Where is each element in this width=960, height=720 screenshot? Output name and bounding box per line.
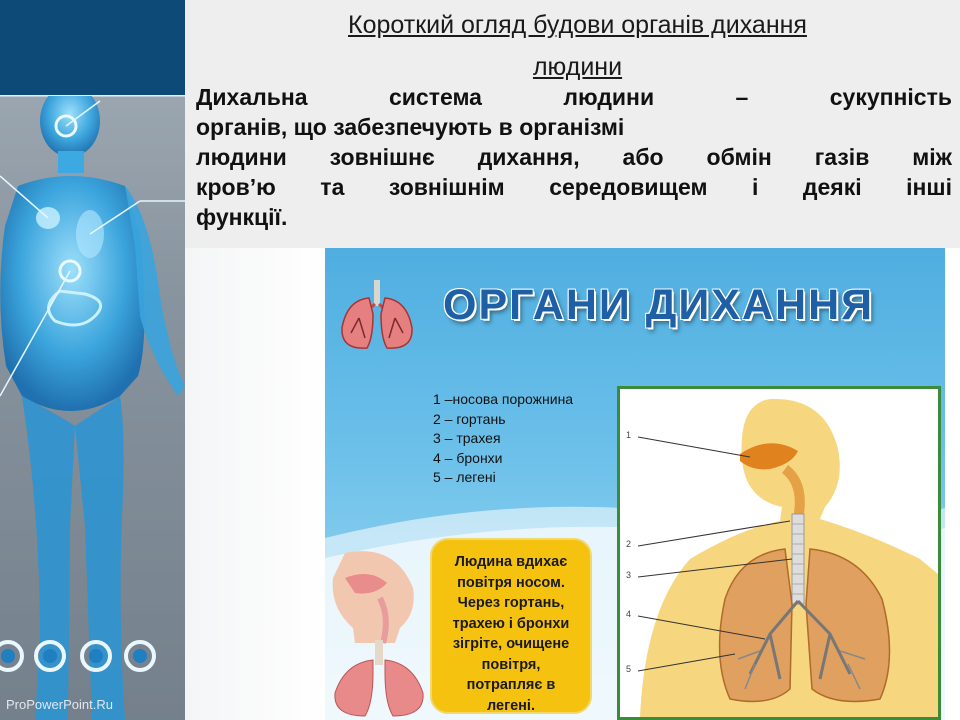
background-strip [185, 248, 325, 720]
note-line: зігріте, очищене [452, 636, 570, 652]
paragraph-line: Дихальна система людини – сукупність [196, 84, 952, 110]
note-line: трахею і бронхи [452, 615, 570, 632]
slide-heading [195, 4, 960, 88]
slide-image-title: ОРГАНИ ДИХАННЯ [443, 281, 875, 329]
lungs-icon [337, 278, 417, 354]
note-line: Людина вдихає [454, 554, 568, 570]
paragraph-line: органів, що забезпечують в організмі [196, 114, 625, 140]
human-body-illustration [0, 96, 185, 720]
left-decorative-panel [0, 0, 185, 720]
legend-item: 5 – легені [433, 469, 496, 485]
anatomy-diagram-frame [617, 386, 941, 720]
note-line: потрапляє в [466, 677, 556, 693]
heading-line-2: людини [532, 53, 623, 81]
note-line: повітря носом. [457, 574, 565, 591]
diagram-number: 5 [626, 664, 632, 674]
legend-item: 4 – бронхи [433, 449, 503, 466]
respiratory-organs-image [325, 248, 945, 720]
head-section-illustration [325, 548, 430, 720]
paragraph-line: людини зовнішнє дихання, або обмін газів між [196, 144, 952, 170]
respiratory-anatomy-diagram [620, 389, 938, 717]
diagram-number: 4 [626, 609, 632, 619]
legend-item: 2 – гортань [433, 410, 506, 427]
heading-line-1: Короткий огляд будови органів дихання [348, 11, 807, 39]
note-line: Через гортань, [457, 595, 565, 611]
legend-item: 3 – трахея [433, 430, 501, 446]
definition-paragraph [196, 82, 952, 232]
top-color-band [0, 0, 185, 95]
paragraph-line: кров’ю та зовнішнім середовищем і деякі інші [196, 174, 952, 200]
diagram-number: 3 [626, 570, 632, 580]
diagram-number: 1 [626, 430, 632, 440]
legend-item: 1 –носова порожнина [433, 391, 574, 407]
organ-legend [433, 390, 573, 488]
note-line: легені. [486, 697, 535, 714]
diagram-number: 2 [626, 539, 632, 549]
info-note-box [430, 538, 592, 714]
watermark-text: ProPowerPoint.Ru [6, 697, 113, 712]
note-line: повітря, [481, 656, 541, 673]
paragraph-line: функції. [196, 204, 288, 230]
